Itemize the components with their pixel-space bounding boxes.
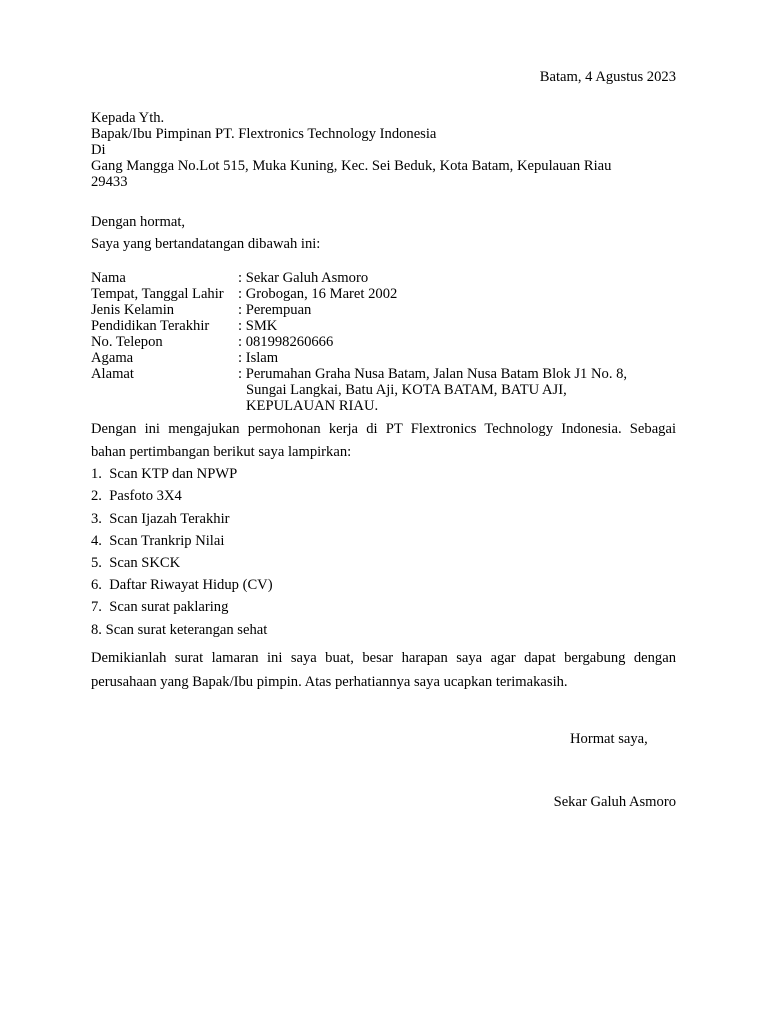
attachment-item bbox=[91, 466, 237, 482]
attachment-text: Daftar Riwayat Hidup (CV) bbox=[109, 577, 273, 593]
attachment-text: Scan surat keterangan sehat bbox=[105, 622, 268, 638]
attachment-item bbox=[91, 555, 180, 571]
field-label: Tempat, Tanggal Lahir bbox=[91, 286, 224, 302]
place-date: Batam, 4 Agustus 2023 bbox=[539, 69, 676, 85]
recipient-line-3: Di bbox=[91, 142, 106, 158]
field-value: : Islam bbox=[238, 350, 279, 366]
address-continuation: Sungai Langkai, Batu Aji, KOTA BATAM, BATU AJI, bbox=[246, 382, 567, 398]
attachment-text: Scan SKCK bbox=[109, 555, 181, 571]
field-label: Pendidikan Terakhir bbox=[91, 318, 210, 334]
field-value: : Grobogan, 16 Maret 2002 bbox=[238, 286, 398, 302]
attachment-item bbox=[91, 599, 228, 615]
attachment-number: 5. bbox=[91, 555, 102, 571]
attachment-number: 4. bbox=[91, 533, 102, 549]
field-label: Agama bbox=[91, 350, 134, 366]
field-value: : Sekar Galuh Asmoro bbox=[238, 270, 369, 286]
recipient-address: Gang Mangga No.Lot 515, Muka Kuning, Kec. Sei Beduk, Kota Batam, Kepulauan Riau bbox=[91, 158, 612, 174]
intro-text: Saya yang bertandatangan dibawah ini: bbox=[91, 236, 321, 252]
field-value: : Perumahan Graha Nusa Batam, Jalan Nusa Batam Blok J1 No. 8, bbox=[238, 366, 628, 382]
closing-paragraph-line: perusahaan yang Bapak/Ibu pimpin. Atas perhatiannya saya ucapkan terimakasih. bbox=[91, 674, 568, 690]
attachment-item bbox=[91, 622, 267, 638]
attachment-text: Scan Ijazah Terakhir bbox=[109, 511, 230, 527]
attachment-text: Scan surat paklaring bbox=[109, 599, 229, 615]
attachment-item bbox=[91, 533, 224, 549]
field-value: : Perempuan bbox=[238, 302, 312, 318]
attachment-item bbox=[91, 511, 230, 527]
attachment-item bbox=[91, 488, 182, 504]
attachment-number: 7. bbox=[91, 599, 102, 615]
attachment-text: Scan KTP dan NPWP bbox=[109, 466, 238, 482]
field-value: : 081998260666 bbox=[238, 334, 334, 350]
recipient-line-2: Bapak/Ibu Pimpinan PT. Flextronics Technology Indonesia bbox=[91, 126, 437, 142]
attachment-item bbox=[91, 577, 273, 593]
attachment-number: 1. bbox=[91, 466, 102, 482]
signer-name: Sekar Galuh Asmoro bbox=[553, 794, 676, 810]
field-label: Nama bbox=[91, 270, 126, 286]
body-paragraph-line: Dengan ini mengajukan permohonan kerja di PT Flextronics Technology Indonesia. Sebagai bbox=[91, 421, 676, 437]
attachment-text: Pasfoto 3X4 bbox=[109, 488, 182, 504]
field-label: Alamat bbox=[91, 366, 134, 382]
attachment-number: 8. bbox=[91, 622, 102, 638]
attachment-number: 2. bbox=[91, 488, 102, 504]
address-continuation: KEPULAUAN RIAU. bbox=[246, 398, 379, 414]
body-paragraph-line: bahan pertimbangan berikut saya lampirkan: bbox=[91, 444, 352, 460]
attachment-number: 3. bbox=[91, 511, 102, 527]
sign-off: Hormat saya, bbox=[570, 731, 648, 747]
attachment-text: Scan Trankrip Nilai bbox=[109, 533, 225, 549]
field-label: No. Telepon bbox=[91, 334, 163, 350]
field-value: : SMK bbox=[238, 318, 278, 334]
attachment-number: 6. bbox=[91, 577, 102, 593]
greeting: Dengan hormat, bbox=[91, 214, 186, 230]
recipient-postal-code: 29433 bbox=[91, 174, 128, 190]
field-label: Jenis Kelamin bbox=[91, 302, 175, 318]
closing-paragraph-line: Demikianlah surat lamaran ini saya buat, besar harapan saya agar dapat bergabung dengan bbox=[91, 650, 676, 666]
recipient-line-1: Kepada Yth. bbox=[91, 110, 165, 126]
